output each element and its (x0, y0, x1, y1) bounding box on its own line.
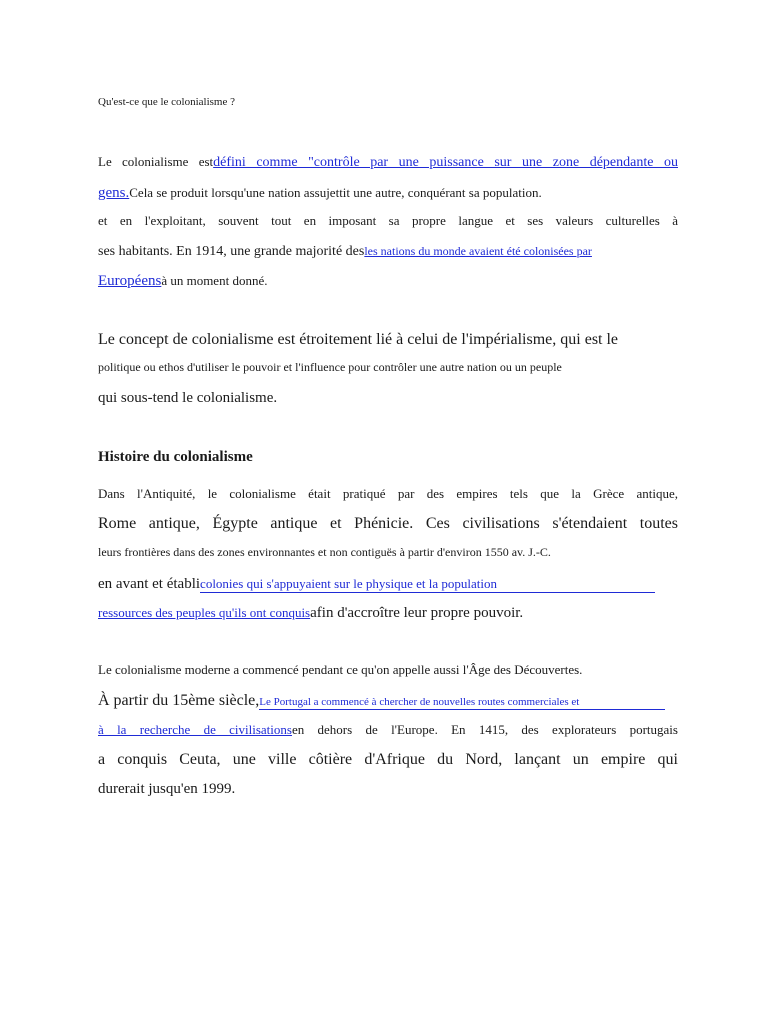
title-text: Qu'est-ce que le colonialisme ? (98, 96, 235, 108)
document-title (98, 96, 678, 109)
p2-text: politique ou ethos d'utiliser le pouvoir et l'influence pour contrôler une autre nation ou un peuple (98, 360, 562, 374)
p4-text: en dehors de l'Europe. En 1415, des explorateurs portugais (291, 722, 678, 737)
p3-line-1 (98, 487, 678, 502)
p4-line-1 (98, 663, 678, 678)
definition-link[interactable]: défini comme "contrôle par une puissance sur une zone dépendante ou (213, 155, 678, 170)
resources-link[interactable]: ressources des peuples qu'ils ont conquis (98, 605, 311, 620)
p4-line-3 (98, 723, 678, 738)
p3-line-3 (98, 546, 678, 560)
p3-line-5 (98, 605, 678, 622)
section-heading (98, 449, 678, 466)
p4-text: À partir du 15ème siècle, (98, 692, 260, 709)
civilisations-link[interactable]: à la recherche de civilisations (98, 722, 292, 737)
p2-text: qui sous-tend le colonialisme. (98, 390, 278, 406)
p1-text: et en l'exploitant, souvent tout en imposant sa propre langue et ses valeurs culturelles à (98, 213, 678, 228)
p1-line-4 (98, 244, 678, 260)
p2-line-2 (98, 361, 678, 375)
p3-text: afin d'accroître leur propre pouvoir. (310, 605, 524, 621)
p1-text: Cela se produit lorsqu'une nation assujettit une autre, conquérant sa population. (129, 185, 542, 200)
colonies-link[interactable]: colonies qui s'appuyaient sur le physique et la population (200, 577, 655, 593)
portugal-link[interactable]: Le Portugal a commencé à chercher de nouvelles routes commerciales et (259, 696, 665, 710)
p4-text: a conquis Ceuta, une ville côtière d'Afrique du Nord, lançant un empire qui (98, 751, 678, 768)
p2-line-3 (98, 390, 678, 407)
nations-colonized-link[interactable]: les nations du monde avaient été colonisées par (364, 244, 592, 258)
p3-text: leurs frontières dans des zones environnantes et non contiguës à partir d'environ 1550 av. J.-C. (98, 545, 551, 559)
p3-text: Dans l'Antiquité, le colonialisme était pratiqué par des empires tels que la Grèce antique, (98, 486, 678, 501)
p4-line-4 (98, 751, 678, 769)
p1-line-1 (98, 155, 678, 171)
europeans-link[interactable]: Européens (98, 273, 162, 289)
p4-text: durerait jusqu'en 1999. (98, 781, 236, 797)
p3-line-2 (98, 515, 678, 533)
p1-text: Le colonialisme est (98, 154, 214, 169)
definition-link-cont[interactable]: gens. (98, 185, 130, 201)
p1-line-3 (98, 214, 678, 229)
p1-line-2 (98, 185, 678, 202)
p4-line-2 (98, 692, 678, 710)
p3-line-4 (98, 576, 678, 593)
p4-line-5 (98, 781, 678, 798)
p1-line-5 (98, 273, 678, 290)
p3-text: en avant et établi (98, 576, 201, 592)
p2-line-1 (98, 331, 678, 349)
p1-text: à un moment donné. (161, 273, 268, 288)
heading-text: Histoire du colonialisme (98, 449, 253, 465)
p4-text: Le colonialisme moderne a commencé pendant ce qu'on appelle aussi l'Âge des Découvertes. (98, 662, 583, 677)
p3-text: Rome antique, Égypte antique et Phénicie. Ces civilisations s'étendaient toutes (98, 515, 678, 532)
p2-text: Le concept de colonialisme est étroitement lié à celui de l'impérialisme, qui est le (98, 331, 619, 348)
p1-text: ses habitants. En 1914, une grande majorité des (98, 244, 365, 259)
